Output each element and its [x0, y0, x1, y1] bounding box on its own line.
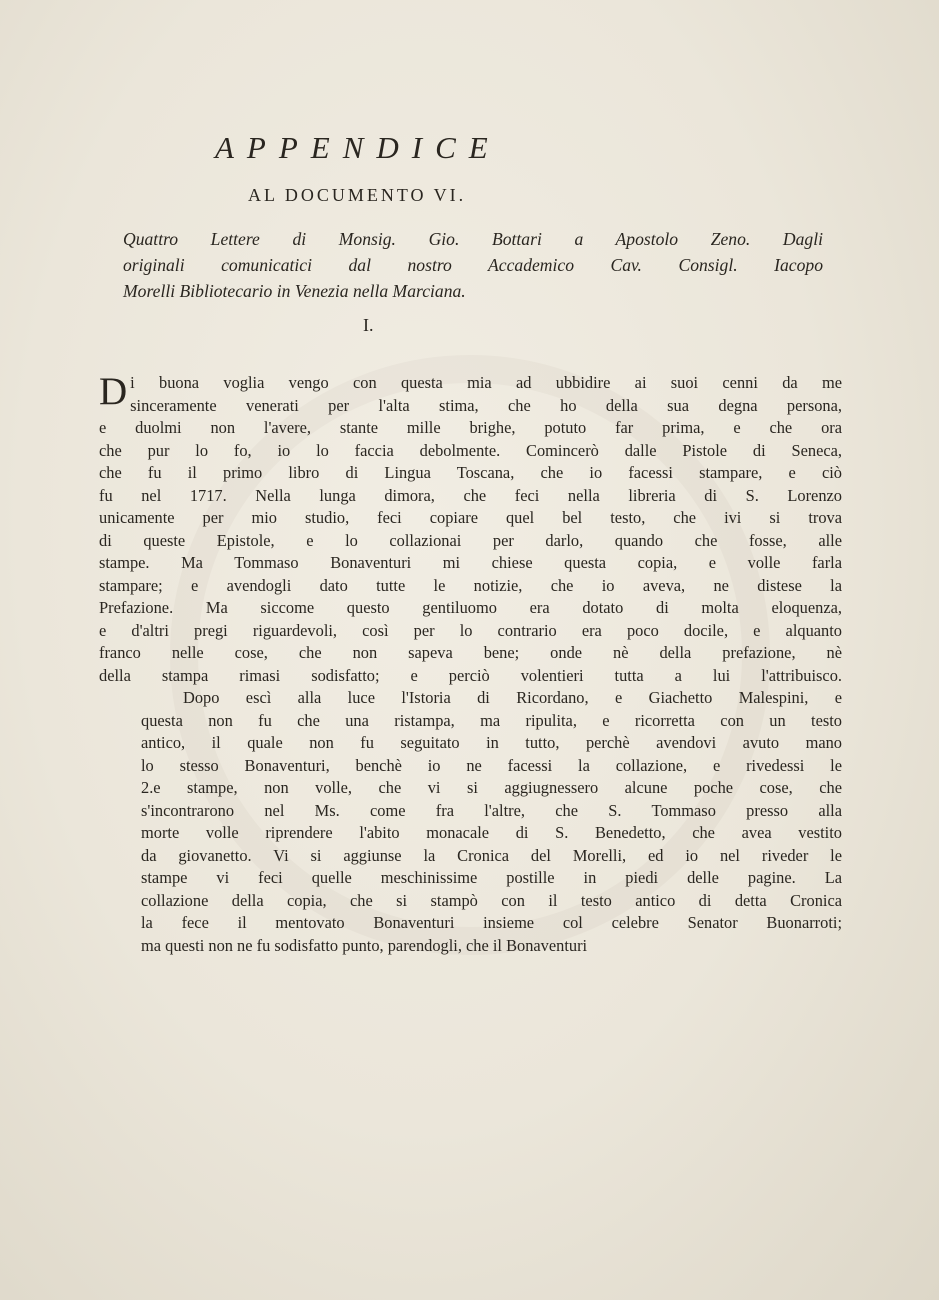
paragraph-2 [99, 687, 842, 957]
intro-line: Quattro Lettere di Monsig. Gio. Bottari a Apostolo Zeno. Dagli [123, 229, 823, 249]
text-line: antico, il quale non fu seguitato in tutto, perchè avendovi avuto mano [141, 733, 842, 752]
text-line: 2.e stampe, non volle, che vi si aggiugnessero alcune poche cose, che [141, 778, 842, 797]
text-line: i buona voglia vengo con questa mia ad ubbidire ai suoi cenni da me [130, 373, 842, 392]
text-line: s'incontrarono nel Ms. come fra l'altre, che S. Tommaso presso alla [141, 800, 842, 820]
text-line: Prefazione. Ma siccome questo gentiluomo era dotato di molta eloquenza, [99, 598, 842, 617]
intro-line: originali comunicatici dal nostro Accademico Cav. Consigl. Iacopo [123, 255, 823, 275]
text-line: lo stesso Bonaventuri, benchè io ne facessi la collazione, e rivedessi le [141, 755, 842, 775]
text-line: ma questi non ne fu sodisfatto punto, parendogli, che il Bonaventuri [141, 935, 588, 955]
section-numeral: I. [363, 315, 374, 335]
page-title: APPENDICE [215, 130, 501, 165]
text-line: morte volle riprendere l'abito monacale di S. Benedetto, che avea vestito [141, 823, 842, 842]
text-line: la fece il mentovato Bonaventuri insieme col celebre Senator Buonarroti; [141, 913, 842, 932]
paragraph-1 [99, 372, 842, 687]
text-line: e duolmi non l'avere, stante mille brighe, potuto far prima, e che ora [99, 418, 842, 437]
text-line: sinceramente venerati per l'alta stima, che ho della sua degna persona, [130, 395, 842, 415]
page-subtitle: AL DOCUMENTO VI. [248, 185, 467, 205]
text-line: collazione della copia, che si stampò con il testo antico di detta Cronica [141, 890, 842, 910]
intro-line: Morelli Bibliotecario in Venezia nella Marciana. [123, 281, 466, 301]
text-line: fu nel 1717. Nella lunga dimora, che feci nella libreria di S. Lorenzo [99, 485, 842, 505]
text-line: questa non fu che una ristampa, ma ripulita, e ricorretta con un testo [141, 710, 842, 730]
text-line: e d'altri pregi riguardevoli, così per lo contrario era poco docile, e alquanto [99, 620, 842, 640]
drop-cap: D [99, 370, 128, 413]
text-line: della stampa rimasi sodisfatto; e perciò volentieri tutta a lui l'attribuisco. [99, 665, 842, 685]
text-line: unicamente per mio studio, feci copiare quel bel testo, che ivi si trova [99, 508, 842, 527]
text-line: che pur lo fo, io lo faccia debolmente. Comincerò dalle Pistole di Seneca, [99, 440, 842, 460]
text-line: stampare; e avendogli dato tutte le notizie, che io aveva, ne distese la [99, 575, 842, 595]
text-line: stampe vi feci quelle meschinissime postille in piedi delle pagine. La [141, 868, 842, 887]
text-line: stampe. Ma Tommaso Bonaventuri mi chiese questa copia, e volle farla [99, 553, 842, 572]
text-line: franco nelle cose, che non sapeva bene; onde nè della prefazione, nè [99, 643, 842, 662]
letter-body [99, 372, 842, 957]
text-line: Dopo escì alla luce l'Istoria di Ricordano, e Giachetto Malespini, e [183, 688, 842, 707]
letter-intro [123, 226, 823, 304]
text-line: da giovanetto. Vi si aggiunse la Cronica del Morelli, ed io nel riveder le [141, 845, 842, 865]
text-line: di queste Epistole, e lo collazionai per darlo, quando che fosse, alle [99, 530, 842, 550]
text-line: che fu il primo libro di Lingua Toscana, che io facessi stampare, e ciò [99, 463, 842, 482]
